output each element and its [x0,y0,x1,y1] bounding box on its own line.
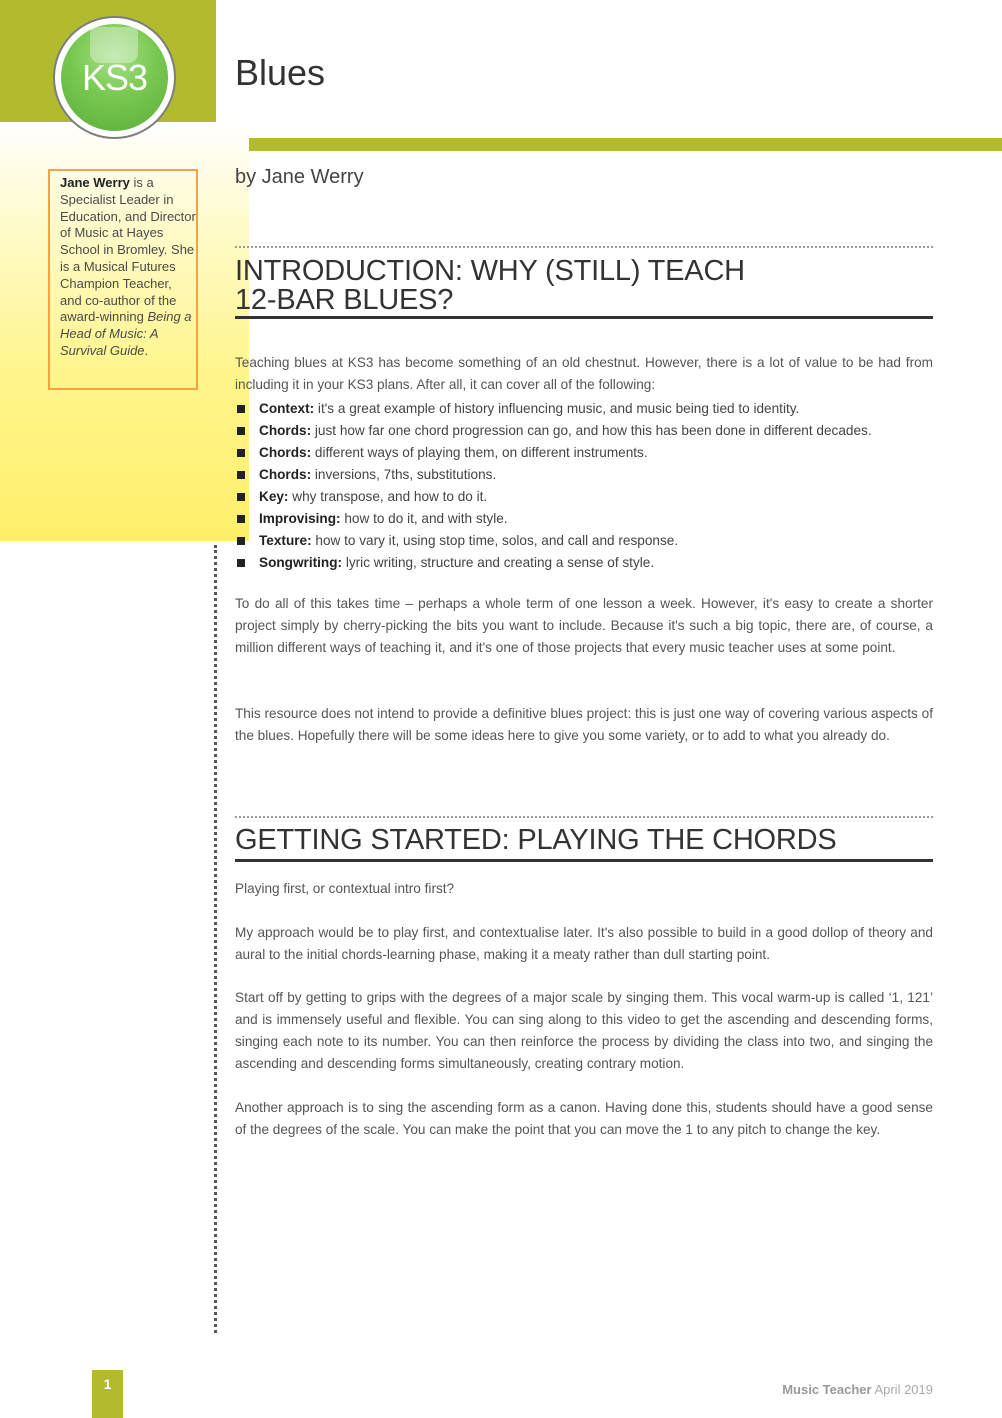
bullet-text: different ways of playing them, on different instruments. [311,445,648,460]
bullet-square-icon [237,405,245,413]
bullet-text: just how far one chord progression can go, and how this has been done in different decades. [311,423,872,438]
section1-solid-rule [235,316,933,319]
footer-issue: April 2019 [871,1382,933,1397]
section1-heading-line1: INTRODUCTION: WHY (STILL) TEACH [235,255,745,287]
bullet-term: Improvising: [259,511,341,526]
title-rule [249,138,1002,151]
author-box [48,169,198,390]
bullet-text: how to do it, and with style. [340,511,508,526]
author-book: Being a Head of Music: A Survival Guide [60,309,192,358]
bullet-square-icon [237,493,245,501]
margin-dotted-line [214,545,217,1333]
bullet-item [235,464,935,486]
footer-magazine: Music Teacher [782,1382,872,1397]
bullet-item [235,442,935,464]
bullet-term: Texture: [259,533,312,548]
badge-shine [90,27,138,63]
bullet-item [235,508,935,530]
bullet-item [235,530,935,552]
bullet-term: Chords: [259,423,312,438]
badge-label: KS3 [81,56,148,98]
bullet-term: Songwriting: [259,555,343,570]
bullet-square-icon [237,537,245,545]
section2-para4: Another approach is to sing the ascending form as a canon. Having done this, students should have a good sense of the degrees of the scale. You can make the point that you can move the 1 to any pitch to change the key. [235,1100,933,1137]
section1-intro: Teaching blues at KS3 has become something of an old chestnut. However, there is a lot of value to be had from including it in your KS3 plans. After all, it can cover all of the following: [235,355,933,392]
byline: by Jane Werry [235,166,364,188]
author-bio: is a Specialist Leader in Education, and Director of Music at Hayes School in Bromley. She is a Musical Futures Champion Teacher, and co-author of the award-winning [60,175,196,325]
bullet-term: Key: [259,489,289,504]
bullet-text: inversions, 7ths, substitutions. [311,467,497,482]
bullet-item [235,398,935,420]
section2-solid-rule [235,859,933,862]
bullet-term: Chords: [259,467,312,482]
bullet-square-icon [237,449,245,457]
bullet-text: lyric writing, structure and creating a sense of style. [342,555,655,570]
bullet-square-icon [237,515,245,523]
section2-para3: Start off by getting to grips with the degrees of a major scale by singing them. This vocal warm-up is called ‘1, 121’ and is immensely useful and flexible. You can sing along to this video to get the ascending and descending forms, singing each note to its number. You can then reinforce the process by dividing the class into two, and singing the ascending and descending forms simultaneously, creating contrary motion. [235,990,933,1071]
bullet-square-icon [237,559,245,567]
bullet-square-icon [237,427,245,435]
bullet-term: Chords: [259,445,312,460]
section1-dotted-rule [235,246,933,248]
page-title: Blues [235,52,326,93]
section1-heading [235,257,745,315]
section2-para2: My approach would be to play first, and contextualise later. It's also possible to build in a good dollop of theory and aural to the initial chords-learning phase, making it a meaty rather than dull starting point. [235,925,933,962]
section1-heading-line2: 12-BAR BLUES? [235,284,454,316]
section2-para1: Playing first, or contextual intro first? [235,881,455,896]
section2-dotted-rule [235,816,933,818]
page-number: 1 [103,1376,112,1392]
author-name: Jane Werry [60,175,130,190]
bullet-list [235,398,935,574]
section1-para3: This resource does not intend to provide a definitive blues project: this is just one way of covering various aspects of the blues. Hopefully there will be some ideas here to give you some variety, or to add to what you already do. [235,706,933,743]
bullet-item [235,552,935,574]
section2-heading: GETTING STARTED: PLAYING THE CHORDS [235,824,837,856]
bullet-text: how to vary it, using stop time, solos, and call and response. [311,533,679,548]
author-bio-end: . [144,342,149,358]
bullet-item [235,420,935,442]
section1-para2: To do all of this takes time – perhaps a whole term of one lesson a week. However, it's easy to create a shorter project simply by cherry-picking the bits you want to include. Because it's such a big topic, there are, of course, a million different ways of teaching it, and it's one of those projects that every music teacher uses at some point. [235,596,933,655]
bullet-text: it's a great example of history influencing music, and music being tied to identity. [314,401,800,416]
bullet-text: why transpose, and how to do it. [288,489,488,504]
bullet-term: Context: [259,401,315,416]
bullet-item [235,486,935,508]
bullet-square-icon [237,471,245,479]
footer-credit [782,1382,933,1397]
